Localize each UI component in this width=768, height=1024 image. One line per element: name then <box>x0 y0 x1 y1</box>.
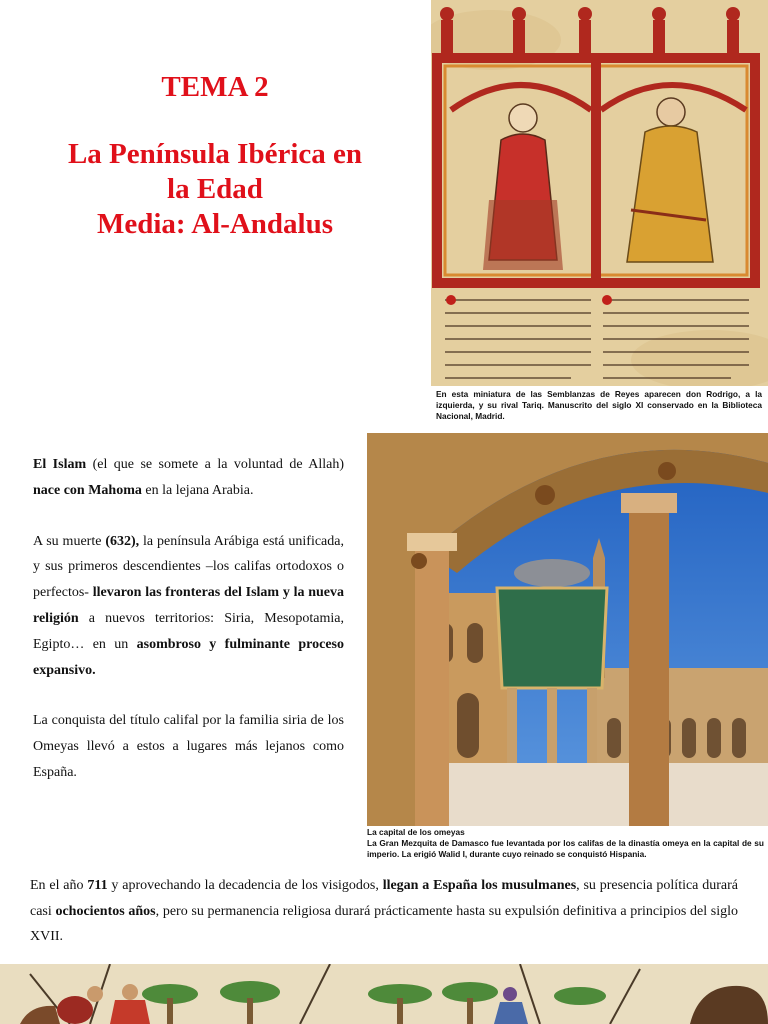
title-line-1: La Península Ibérica en <box>67 138 363 170</box>
page-title <box>20 70 410 242</box>
paragraph-islam: El Islam (el que se somete a la voluntad de Allah) nace con Mahoma en la lejana Arabia. <box>33 457 344 498</box>
intro-text-column <box>33 452 344 811</box>
manuscript-caption: En esta miniatura de las Semblanzas de Reyes aparecen don Rodrigo, a la izquierda, y su rival Tariq. Manuscrito del siglo XI conservado en la Biblioteca Nacional, Madrid. <box>436 389 762 421</box>
paragraph-711: En el año 711 y aprovechando la decadencia de los visigodos, llegan a España los musulmanes, su presencia política durará casi ochocientos años, pero su permanencia religiosa durará prácticamente hasta su expulsión definitiva a principios del siglo XVII. <box>30 878 739 944</box>
title-line-3: Media: Al-Andalus <box>96 208 334 240</box>
paragraph-expansion: A su muerte (632), la península Arábiga está unificada, y sus primeros descendientes –los califas ortodoxos o perfectos- llevaron las fronteras del Islam y la nueva religión a nuevos territorios: Siria, Mesopotamia, Egipto… en un asombroso y fulminante proceso expansivo. <box>33 533 344 678</box>
title-line-2: la Edad <box>167 173 263 205</box>
tema-heading: TEMA 2 <box>161 71 269 103</box>
mosque-caption <box>367 827 764 860</box>
battle-illustration-image <box>0 964 768 1024</box>
mosque-caption-body: La Gran Mezquita de Damasco fue levantada por los califas de la dinastía omeya en la capital de su imperio. La erigió Walid I, durante cuyo reinado se conquistó Hispania. <box>367 838 764 859</box>
mosque-caption-title: La capital de los omeyas <box>367 827 465 837</box>
damascus-mosque-photo <box>367 433 768 826</box>
manuscript-miniature-image <box>431 0 768 386</box>
paragraph-omeyas: La conquista del título califal por la familia siria de los Omeyas llevó a estos a lugares más lejanos como España. <box>33 713 344 780</box>
